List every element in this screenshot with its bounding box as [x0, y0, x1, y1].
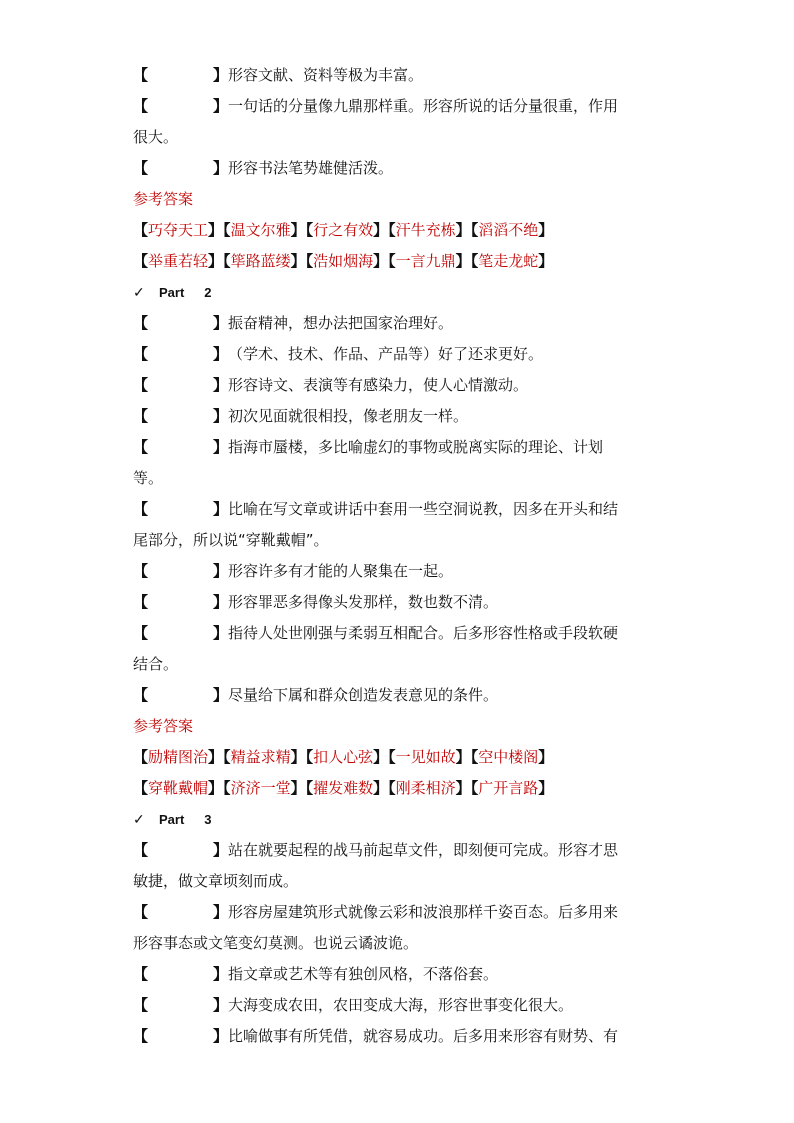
- answer-close-bracket: 】: [538, 221, 554, 239]
- check-icon: ✓: [133, 811, 145, 827]
- blank-close-bracket: 】: [213, 965, 229, 983]
- question-first-line: [133, 556, 653, 587]
- answer-row: [133, 215, 653, 246]
- part-label: Part: [159, 812, 185, 827]
- blank-open-bracket: 【: [133, 314, 149, 332]
- answer-heading: 参考答案: [133, 717, 194, 735]
- answer-word: 巧夺天工: [148, 221, 209, 239]
- fill-in-question: [133, 432, 653, 494]
- answer-open-bracket: 【: [470, 252, 479, 270]
- fill-in-question: [133, 1021, 653, 1052]
- blank-close-bracket: 】: [213, 996, 229, 1014]
- blank-close-bracket: 】: [213, 903, 229, 921]
- blank-close-bracket: 】: [213, 500, 229, 518]
- answer-close-bracket: 】: [455, 748, 471, 766]
- blank-open-bracket: 【: [133, 624, 149, 642]
- blank-close-bracket: 】: [213, 97, 229, 115]
- check-icon: ✓: [133, 284, 145, 300]
- question-first-line: [133, 308, 653, 339]
- answer-word: 空中楼阁: [478, 748, 539, 766]
- question-text: 振奋精神，想办法把国家治理好。: [228, 314, 454, 332]
- document-content: [133, 60, 653, 1052]
- answer-word: 擢发难数: [313, 779, 374, 797]
- answer-heading: 参考答案: [133, 190, 194, 208]
- question-first-line: [133, 60, 653, 91]
- question-first-line: [133, 91, 653, 122]
- answer-open-bracket: 【: [133, 221, 149, 239]
- answer-word: 浩如烟海: [313, 252, 374, 270]
- question-continuation-line: [133, 463, 653, 494]
- answer-word: 筚路蓝缕: [230, 252, 291, 270]
- question-first-line: [133, 432, 653, 463]
- answer-open-bracket: 【: [305, 221, 314, 239]
- question-continuation-line: [133, 866, 653, 897]
- question-text: 指待人处世刚强与柔弱互相配合。后多形容性格或手段软硬: [228, 624, 619, 642]
- blank-close-bracket: 】: [213, 345, 229, 363]
- blank-open-bracket: 【: [133, 438, 149, 456]
- answer-word: 一见如故: [395, 748, 456, 766]
- fill-in-question: [133, 494, 653, 556]
- fill-in-question: [133, 680, 653, 711]
- fill-in-question: [133, 990, 653, 1021]
- question-continuation-line: [133, 928, 653, 959]
- question-first-line: [133, 401, 653, 432]
- question-text: （学术、技术、作品、产品等）好了还求更好。: [228, 345, 544, 363]
- answer-close-bracket: 】: [290, 252, 306, 270]
- blank-close-bracket: 】: [213, 314, 229, 332]
- blank-close-bracket: 】: [213, 1027, 229, 1045]
- answer-word: 励精图治: [148, 748, 209, 766]
- blank-open-bracket: 【: [133, 965, 149, 983]
- blank-open-bracket: 【: [133, 903, 149, 921]
- question-first-line: [133, 959, 653, 990]
- blank-close-bracket: 】: [213, 624, 229, 642]
- blank-open-bracket: 【: [133, 345, 149, 363]
- answer-row: [133, 773, 653, 804]
- fill-in-question: [133, 339, 653, 370]
- answer-close-bracket: 】: [455, 221, 471, 239]
- fill-in-question: [133, 308, 653, 339]
- answer-close-bracket: 】: [373, 779, 389, 797]
- question-text: 敏捷，做文章顷刻而成。: [133, 872, 299, 890]
- question-text: 尾部分，所以说“穿靴戴帽”。: [133, 531, 329, 549]
- answer-open-bracket: 【: [470, 779, 479, 797]
- answer-open-bracket: 【: [223, 779, 231, 797]
- answer-open-bracket: 【: [305, 748, 314, 766]
- answer-close-bracket: 】: [208, 748, 224, 766]
- answer-close-bracket: 】: [373, 748, 389, 766]
- blank-open-bracket: 【: [133, 376, 149, 394]
- answer-close-bracket: 】: [208, 221, 224, 239]
- answer-close-bracket: 】: [538, 252, 554, 270]
- question-text: 比喻在写文章或讲话中套用一些空洞说教，因多在开头和结: [228, 500, 619, 518]
- blank-open-bracket: 【: [133, 97, 149, 115]
- answer-open-bracket: 【: [223, 221, 231, 239]
- blank-close-bracket: 】: [213, 593, 229, 611]
- answer-open-bracket: 【: [223, 252, 231, 270]
- answer-word: 刚柔相济: [395, 779, 456, 797]
- fill-in-question: [133, 959, 653, 990]
- answer-open-bracket: 【: [305, 252, 314, 270]
- answer-word: 滔滔不绝: [478, 221, 539, 239]
- blank-close-bracket: 】: [213, 159, 229, 177]
- answer-open-bracket: 【: [388, 221, 396, 239]
- question-text: 等。: [133, 469, 164, 487]
- answer-open-bracket: 【: [388, 779, 396, 797]
- answer-close-bracket: 】: [373, 221, 389, 239]
- question-text: 指海市蜃楼，多比喻虚幻的事物或脱离实际的理论、计划: [228, 438, 604, 456]
- part-number: 2: [204, 285, 212, 300]
- answer-open-bracket: 【: [305, 779, 314, 797]
- question-text: 初次见面就很相投，像老朋友一样。: [228, 407, 469, 425]
- answer-close-bracket: 】: [290, 748, 306, 766]
- answer-word: 汗牛充栋: [395, 221, 456, 239]
- fill-in-question: [133, 618, 653, 680]
- answer-word: 穿靴戴帽: [148, 779, 209, 797]
- fill-in-question: [133, 587, 653, 618]
- answer-close-bracket: 】: [290, 779, 306, 797]
- blank-close-bracket: 】: [213, 841, 229, 859]
- question-text: 结合。: [133, 655, 179, 673]
- fill-in-question: [133, 60, 653, 91]
- answer-word: 笔走龙蛇: [478, 252, 539, 270]
- part-number: 3: [204, 812, 212, 827]
- blank-open-bracket: 【: [133, 686, 149, 704]
- question-text: 比喻做事有所凭借，就容易成功。后多用来形容有财势、有: [228, 1027, 619, 1045]
- blank-open-bracket: 【: [133, 996, 149, 1014]
- fill-in-question: [133, 897, 653, 959]
- fill-in-question: [133, 401, 653, 432]
- fill-in-question: [133, 91, 653, 153]
- answer-word: 举重若轻: [148, 252, 209, 270]
- blank-close-bracket: 】: [213, 376, 229, 394]
- question-text: 大海变成农田，农田变成大海，形容世事变化很大。: [228, 996, 574, 1014]
- answer-word: 扣人心弦: [313, 748, 374, 766]
- question-first-line: [133, 618, 653, 649]
- question-text: 形容罪恶多得像头发那样，数也数不清。: [228, 593, 499, 611]
- question-first-line: [133, 339, 653, 370]
- question-text: 一句话的分量像九鼎那样重。形容所说的话分量很重，作用: [228, 97, 619, 115]
- question-first-line: [133, 494, 653, 525]
- question-continuation-line: [133, 649, 653, 680]
- answer-close-bracket: 】: [208, 779, 224, 797]
- part-heading: [133, 804, 653, 835]
- answer-close-bracket: 】: [455, 252, 471, 270]
- question-first-line: [133, 587, 653, 618]
- blank-open-bracket: 【: [133, 159, 149, 177]
- answer-open-bracket: 【: [133, 779, 149, 797]
- question-first-line: [133, 680, 653, 711]
- answer-open-bracket: 【: [133, 252, 149, 270]
- blank-open-bracket: 【: [133, 562, 149, 580]
- question-first-line: [133, 1021, 653, 1052]
- blank-open-bracket: 【: [133, 1027, 149, 1045]
- fill-in-question: [133, 153, 653, 184]
- question-text: 指文章或艺术等有独创风格，不落俗套。: [228, 965, 499, 983]
- question-text: 形容文献、资料等极为丰富。: [228, 66, 424, 84]
- blank-open-bracket: 【: [133, 66, 149, 84]
- answer-open-bracket: 【: [133, 748, 149, 766]
- answer-word: 一言九鼎: [395, 252, 456, 270]
- question-text: 形容诗文、表演等有感染力，使人心情激动。: [228, 376, 529, 394]
- blank-open-bracket: 【: [133, 500, 149, 518]
- answer-close-bracket: 】: [208, 252, 224, 270]
- answer-open-bracket: 【: [470, 748, 479, 766]
- question-continuation-line: [133, 525, 653, 556]
- answer-close-bracket: 】: [538, 779, 554, 797]
- question-first-line: [133, 153, 653, 184]
- question-first-line: [133, 370, 653, 401]
- question-text: 形容书法笔势雄健活泼。: [228, 159, 394, 177]
- blank-close-bracket: 】: [213, 562, 229, 580]
- blank-open-bracket: 【: [133, 593, 149, 611]
- answer-open-bracket: 【: [470, 221, 479, 239]
- question-text: 很大。: [133, 128, 179, 146]
- answer-word: 广开言路: [478, 779, 539, 797]
- blank-open-bracket: 【: [133, 407, 149, 425]
- blank-close-bracket: 】: [213, 686, 229, 704]
- answer-word: 济济一堂: [230, 779, 291, 797]
- blank-close-bracket: 】: [213, 407, 229, 425]
- answer-close-bracket: 】: [290, 221, 306, 239]
- question-first-line: [133, 990, 653, 1021]
- question-text: 尽量给下属和群众创造发表意见的条件。: [228, 686, 499, 704]
- answer-word: 行之有效: [313, 221, 374, 239]
- answer-close-bracket: 】: [373, 252, 389, 270]
- blank-close-bracket: 】: [213, 438, 229, 456]
- question-first-line: [133, 897, 653, 928]
- question-text: 形容房屋建筑形式就像云彩和波浪那样千姿百态。后多用来: [228, 903, 619, 921]
- answer-open-bracket: 【: [388, 252, 396, 270]
- answer-row: [133, 246, 653, 277]
- answer-close-bracket: 】: [455, 779, 471, 797]
- blank-close-bracket: 】: [213, 66, 229, 84]
- answer-row: [133, 742, 653, 773]
- question-text: 形容事态或文笔变幻莫测。也说云谲波诡。: [133, 934, 419, 952]
- answer-open-bracket: 【: [388, 748, 396, 766]
- answer-word: 温文尔雅: [230, 221, 291, 239]
- fill-in-question: [133, 370, 653, 401]
- fill-in-question: [133, 835, 653, 897]
- answer-open-bracket: 【: [223, 748, 231, 766]
- question-text: 形容许多有才能的人聚集在一起。: [228, 562, 454, 580]
- answer-close-bracket: 】: [538, 748, 554, 766]
- blank-open-bracket: 【: [133, 841, 149, 859]
- question-first-line: [133, 835, 653, 866]
- answer-word: 精益求精: [230, 748, 291, 766]
- part-heading: [133, 277, 653, 308]
- question-continuation-line: [133, 122, 653, 153]
- part-label: Part: [159, 285, 185, 300]
- fill-in-question: [133, 556, 653, 587]
- question-text: 站在就要起程的战马前起草文件，即刻便可完成。形容才思: [228, 841, 619, 859]
